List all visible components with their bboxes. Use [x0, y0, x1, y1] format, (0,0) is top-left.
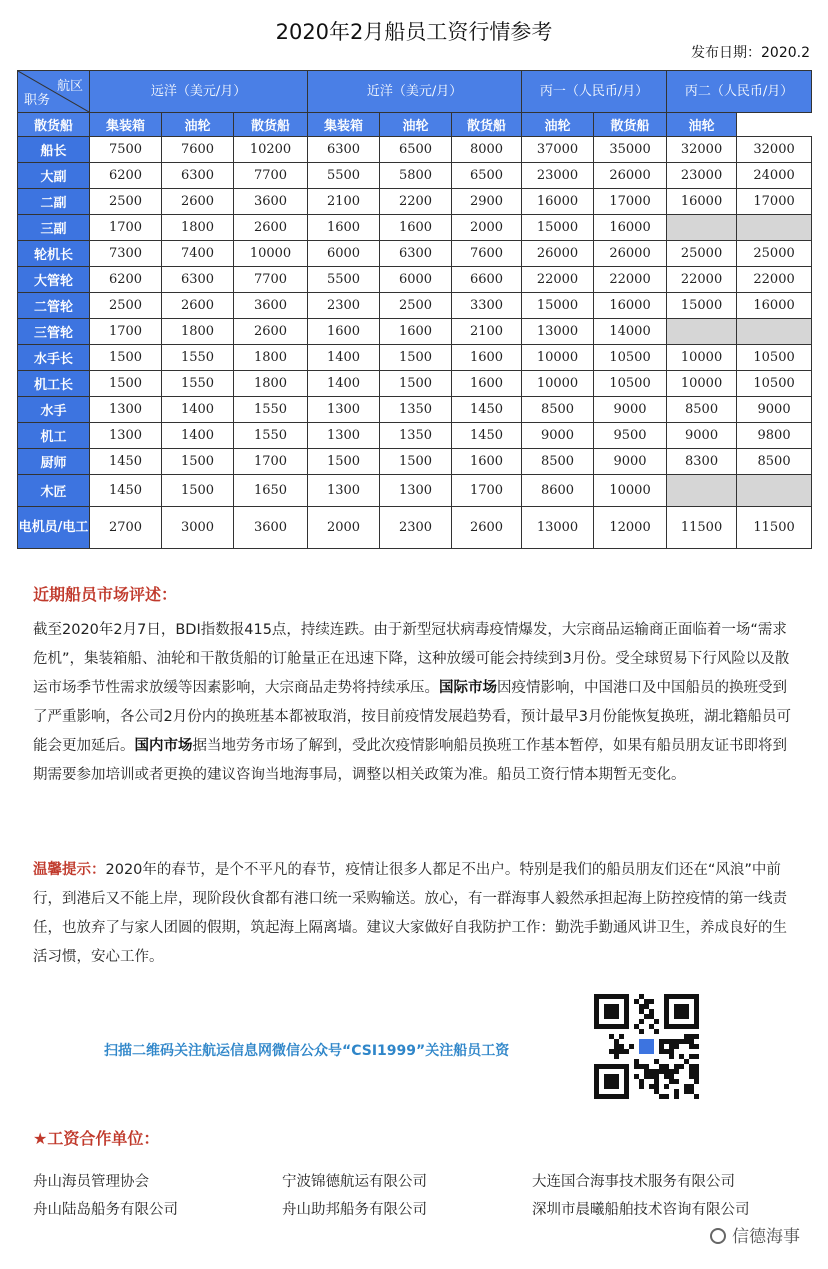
wage-cell: 7400 — [162, 241, 234, 267]
wage-cell: 23000 — [667, 163, 737, 189]
wage-cell: 1300 — [90, 423, 162, 449]
wage-cell: 6200 — [90, 163, 162, 189]
market-p3: 据当地劳务市场了解到，受此次疫情影响船员换班工作基本暂停，如果有船员朋友证书即将到期需要参加培训或者更换的建议咨询当地海事局，调整以相关政策为准。船员工资行情本期暂无变化。 — [33, 738, 787, 783]
group-header-c1: 丙一（人民币/月） — [522, 71, 667, 113]
wage-cell: 7300 — [90, 241, 162, 267]
wage-cell: 17000 — [737, 189, 812, 215]
wage-cell: 3600 — [234, 189, 308, 215]
corner-role-label: 职务 — [24, 93, 51, 108]
wage-cell — [737, 475, 812, 507]
wage-cell: 1450 — [452, 423, 522, 449]
wage-cell: 1300 — [90, 397, 162, 423]
role-cell: 船长 — [18, 137, 90, 163]
wage-cell: 1700 — [90, 215, 162, 241]
subheader-cell: 油轮 — [522, 113, 594, 137]
partner-item: 舟山海员管理协会 — [33, 1174, 149, 1190]
wage-cell: 10200 — [234, 137, 308, 163]
subheader-cell: 散货船 — [18, 113, 90, 137]
wage-cell: 1500 — [90, 371, 162, 397]
wage-cell: 2100 — [308, 189, 380, 215]
wage-cell: 6300 — [162, 163, 234, 189]
wage-cell: 2500 — [90, 293, 162, 319]
wage-cell: 3600 — [234, 507, 308, 549]
wage-cell: 16000 — [594, 293, 667, 319]
wage-cell: 1500 — [90, 345, 162, 371]
role-cell: 二副 — [18, 189, 90, 215]
role-cell: 电机员/电工 — [18, 507, 90, 549]
wage-cell — [667, 215, 737, 241]
wage-cell: 11500 — [737, 507, 812, 549]
wage-cell: 2700 — [90, 507, 162, 549]
group-header-c2: 丙二（人民币/月） — [667, 71, 812, 113]
wage-cell: 6000 — [380, 267, 452, 293]
table-row — [18, 475, 812, 507]
wage-cell: 7700 — [234, 163, 308, 189]
wage-cell: 1800 — [234, 371, 308, 397]
wage-cell: 11500 — [667, 507, 737, 549]
role-cell: 三管轮 — [18, 319, 90, 345]
wage-cell: 3000 — [162, 507, 234, 549]
wage-cell: 1400 — [308, 371, 380, 397]
subheader-cell: 散货船 — [452, 113, 522, 137]
wage-table — [17, 70, 812, 549]
wage-cell: 5800 — [380, 163, 452, 189]
wage-cell: 22000 — [667, 267, 737, 293]
wage-cell: 1600 — [380, 319, 452, 345]
wage-cell: 9000 — [737, 397, 812, 423]
wage-cell: 1500 — [380, 345, 452, 371]
wage-cell: 1450 — [90, 475, 162, 507]
wage-cell: 22000 — [594, 267, 667, 293]
wage-cell — [737, 215, 812, 241]
wage-cell: 2300 — [380, 507, 452, 549]
role-cell: 厨师 — [18, 449, 90, 475]
wage-cell: 10000 — [594, 475, 667, 507]
wage-cell: 1300 — [308, 423, 380, 449]
wage-cell: 26000 — [522, 241, 594, 267]
wage-cell: 1550 — [234, 397, 308, 423]
wage-cell: 6300 — [162, 267, 234, 293]
wage-cell: 1300 — [308, 475, 380, 507]
table-row — [18, 319, 812, 345]
wage-cell: 22000 — [737, 267, 812, 293]
wage-cell: 15000 — [522, 293, 594, 319]
wage-cell: 3600 — [234, 293, 308, 319]
wage-cell: 2600 — [234, 215, 308, 241]
wage-cell — [667, 319, 737, 345]
footer-brand-text: 信德海事 — [732, 1227, 800, 1247]
table-row — [18, 241, 812, 267]
subheader-cell: 集装箱 — [308, 113, 380, 137]
domestic-market-label: 国内市场 — [134, 738, 193, 754]
role-cell: 大副 — [18, 163, 90, 189]
role-cell: 机工长 — [18, 371, 90, 397]
subheader-cell: 油轮 — [162, 113, 234, 137]
wage-cell: 16000 — [522, 189, 594, 215]
role-cell: 二管轮 — [18, 293, 90, 319]
wage-cell: 13000 — [522, 507, 594, 549]
table-row — [18, 293, 812, 319]
wage-cell: 8600 — [522, 475, 594, 507]
wage-cell: 6600 — [452, 267, 522, 293]
table-row — [18, 449, 812, 475]
group-header-near-sea: 近洋（美元/月） — [308, 71, 522, 113]
subheader-cell: 油轮 — [667, 113, 737, 137]
publish-date: 发布日期：2020.2 — [691, 45, 810, 61]
role-cell: 水手 — [18, 397, 90, 423]
wage-cell: 3300 — [452, 293, 522, 319]
wage-cell: 9000 — [594, 449, 667, 475]
group-header-ocean: 远洋（美元/月） — [90, 71, 308, 113]
wage-cell: 6500 — [452, 163, 522, 189]
wage-cell: 25000 — [737, 241, 812, 267]
wage-cell: 2000 — [308, 507, 380, 549]
wage-cell: 10000 — [234, 241, 308, 267]
wage-cell: 10000 — [522, 345, 594, 371]
warm-tip — [33, 856, 793, 972]
wage-cell: 1400 — [308, 345, 380, 371]
wage-cell: 1300 — [380, 475, 452, 507]
wage-cell — [737, 319, 812, 345]
wage-cell: 1500 — [380, 371, 452, 397]
wage-cell: 1450 — [90, 449, 162, 475]
role-cell: 水手长 — [18, 345, 90, 371]
subheader-cell: 集装箱 — [90, 113, 162, 137]
wage-cell: 1350 — [380, 423, 452, 449]
wage-cell: 10000 — [667, 345, 737, 371]
role-cell: 木匠 — [18, 475, 90, 507]
wage-cell: 16000 — [594, 215, 667, 241]
wage-cell: 2200 — [380, 189, 452, 215]
wage-cell: 2600 — [234, 319, 308, 345]
table-row — [18, 137, 812, 163]
wage-cell: 2500 — [380, 293, 452, 319]
wage-cell: 37000 — [522, 137, 594, 163]
wage-cell: 1500 — [308, 449, 380, 475]
wage-cell: 2600 — [162, 293, 234, 319]
wage-cell: 17000 — [594, 189, 667, 215]
wage-cell: 16000 — [737, 293, 812, 319]
wage-cell: 5500 — [308, 163, 380, 189]
wage-cell: 32000 — [667, 137, 737, 163]
partner-item: 大连国合海事技术服务有限公司 — [532, 1174, 735, 1190]
wage-cell: 1800 — [162, 215, 234, 241]
partner-item: 宁波锦德航运有限公司 — [282, 1174, 427, 1190]
footer-brand — [710, 1222, 800, 1247]
wage-cell: 9000 — [522, 423, 594, 449]
qr-code[interactable] — [594, 994, 699, 1099]
wage-cell: 5500 — [308, 267, 380, 293]
wage-cell: 6500 — [380, 137, 452, 163]
wage-cell: 1650 — [234, 475, 308, 507]
table-row — [18, 345, 812, 371]
warm-tip-label: 温馨提示： — [33, 862, 106, 878]
wage-cell: 2600 — [162, 189, 234, 215]
wage-cell: 1600 — [452, 449, 522, 475]
wage-cell: 26000 — [594, 241, 667, 267]
wage-cell: 7600 — [162, 137, 234, 163]
table-row — [18, 371, 812, 397]
wage-cell: 7500 — [90, 137, 162, 163]
wage-cell: 1400 — [162, 397, 234, 423]
wage-cell: 10000 — [522, 371, 594, 397]
subheader-cell: 散货船 — [234, 113, 308, 137]
subheader-cell: 油轮 — [380, 113, 452, 137]
wage-cell: 1600 — [380, 215, 452, 241]
wage-cell: 9800 — [737, 423, 812, 449]
wage-cell: 6300 — [380, 241, 452, 267]
wage-cell: 8500 — [667, 397, 737, 423]
warm-tip-text: 2020年的春节，是个不平凡的春节，疫情让很多人都足不出户。特别是我们的船员朋友们还在“风浪”中前行，到港后又不能上岸，现阶段伙食都有港口统一采购输送。放心，有一群海事人毅然承担起海上防控疫情的第一线责任，也放弃了与家人团圆的假期，筑起海上隔离墙。建议大家做好自我防护工作：勤洗手勤通风讲卫生，养成良好的生活习惯，安心工作。 — [33, 862, 787, 965]
wage-cell: 16000 — [667, 189, 737, 215]
wage-cell: 9000 — [594, 397, 667, 423]
wage-cell: 10500 — [737, 345, 812, 371]
market-review-title: 近期船员市场评述： — [33, 585, 178, 604]
wage-cell: 12000 — [594, 507, 667, 549]
partner-item: 深圳市晨曦船舶技术咨询有限公司 — [532, 1202, 750, 1218]
wage-cell: 7600 — [452, 241, 522, 267]
wage-cell: 9000 — [667, 423, 737, 449]
wage-cell: 1600 — [452, 371, 522, 397]
table-row — [18, 267, 812, 293]
wage-cell: 2600 — [452, 507, 522, 549]
wage-cell: 15000 — [667, 293, 737, 319]
wage-cell: 2100 — [452, 319, 522, 345]
role-cell: 机工 — [18, 423, 90, 449]
wage-cell: 8000 — [452, 137, 522, 163]
wage-cell: 1600 — [308, 215, 380, 241]
wage-cell: 1450 — [452, 397, 522, 423]
intl-market-label: 国际市场 — [439, 680, 497, 696]
wage-cell: 1700 — [452, 475, 522, 507]
wage-cell: 1550 — [162, 371, 234, 397]
wage-cell: 26000 — [594, 163, 667, 189]
partner-item: 舟山助邦船务有限公司 — [282, 1202, 427, 1218]
table-row — [18, 163, 812, 189]
corner-area-label: 航区 — [56, 79, 83, 94]
wage-cell: 22000 — [522, 267, 594, 293]
wage-cell: 10500 — [594, 371, 667, 397]
wage-cell — [667, 475, 737, 507]
wage-cell: 1600 — [452, 345, 522, 371]
table-row — [18, 215, 812, 241]
wage-cell: 24000 — [737, 163, 812, 189]
wage-cell: 1500 — [162, 449, 234, 475]
table-row — [18, 507, 812, 549]
wechat-icon — [710, 1228, 726, 1244]
partners-title: ★工资合作单位： — [33, 1129, 160, 1148]
wage-cell: 1800 — [234, 345, 308, 371]
role-cell: 轮机长 — [18, 241, 90, 267]
wage-cell: 23000 — [522, 163, 594, 189]
wage-cell: 1700 — [234, 449, 308, 475]
wage-cell: 10000 — [667, 371, 737, 397]
market-p2: 因疫情影响，中国港口及中国船员的换班受到了严重影响，各公司2月份内的换班基本都被取消，按目前疫情发展趋势看，预计最早3月份能恢复换班，湖北籍船员可能会更加延后。 — [33, 680, 791, 754]
wage-cell: 9500 — [594, 423, 667, 449]
wage-cell: 10500 — [737, 371, 812, 397]
wage-cell: 6000 — [308, 241, 380, 267]
wage-cell: 1400 — [162, 423, 234, 449]
partner-item: 舟山陆岛船务有限公司 — [33, 1202, 178, 1218]
table-row — [18, 423, 812, 449]
wage-cell: 6300 — [308, 137, 380, 163]
wage-cell: 32000 — [737, 137, 812, 163]
wage-cell: 2000 — [452, 215, 522, 241]
wage-cell: 1700 — [90, 319, 162, 345]
wage-cell: 1500 — [380, 449, 452, 475]
page-title: 2020年2月船员工资行情参考 — [275, 20, 553, 44]
wage-cell: 13000 — [522, 319, 594, 345]
table-row — [18, 397, 812, 423]
wage-cell: 7700 — [234, 267, 308, 293]
wage-cell: 8500 — [522, 397, 594, 423]
subheader-cell: 散货船 — [594, 113, 667, 137]
wage-cell: 8300 — [667, 449, 737, 475]
table-corner-header — [18, 71, 90, 113]
wage-cell: 25000 — [667, 241, 737, 267]
qr-caption: 扫描二维码关注航运信息网微信公众号“CSI1999”关注船员工资 — [104, 1043, 510, 1059]
wage-cell: 1800 — [162, 319, 234, 345]
market-review-text — [33, 616, 793, 790]
wage-cell: 1350 — [380, 397, 452, 423]
wage-cell: 8500 — [522, 449, 594, 475]
wage-cell: 1600 — [308, 319, 380, 345]
wage-cell: 1550 — [162, 345, 234, 371]
market-p1: 截至2020年2月7日，BDI指数报415点，持续连跌。由于新型冠状病毒疫情爆发，大宗商品运输商正面临着一场“需求危机”，集装箱船、油轮和干散货船的订舱量正在迅速下降，这种放缓可能会持续到3月份。受全球贸易下行风险以及散运市场季节性需求放缓等因素影响，大宗商品走势将持续承压。 — [33, 622, 790, 696]
wage-cell: 2900 — [452, 189, 522, 215]
wage-cell: 1500 — [162, 475, 234, 507]
wage-cell: 1550 — [234, 423, 308, 449]
wage-cell: 2500 — [90, 189, 162, 215]
role-cell: 三副 — [18, 215, 90, 241]
wage-cell: 10500 — [594, 345, 667, 371]
wage-cell: 35000 — [594, 137, 667, 163]
wage-cell: 2300 — [308, 293, 380, 319]
wage-cell: 14000 — [594, 319, 667, 345]
wage-cell: 1300 — [308, 397, 380, 423]
wage-cell: 6200 — [90, 267, 162, 293]
role-cell: 大管轮 — [18, 267, 90, 293]
table-row — [18, 189, 812, 215]
wage-cell: 15000 — [522, 215, 594, 241]
wage-cell: 8500 — [737, 449, 812, 475]
